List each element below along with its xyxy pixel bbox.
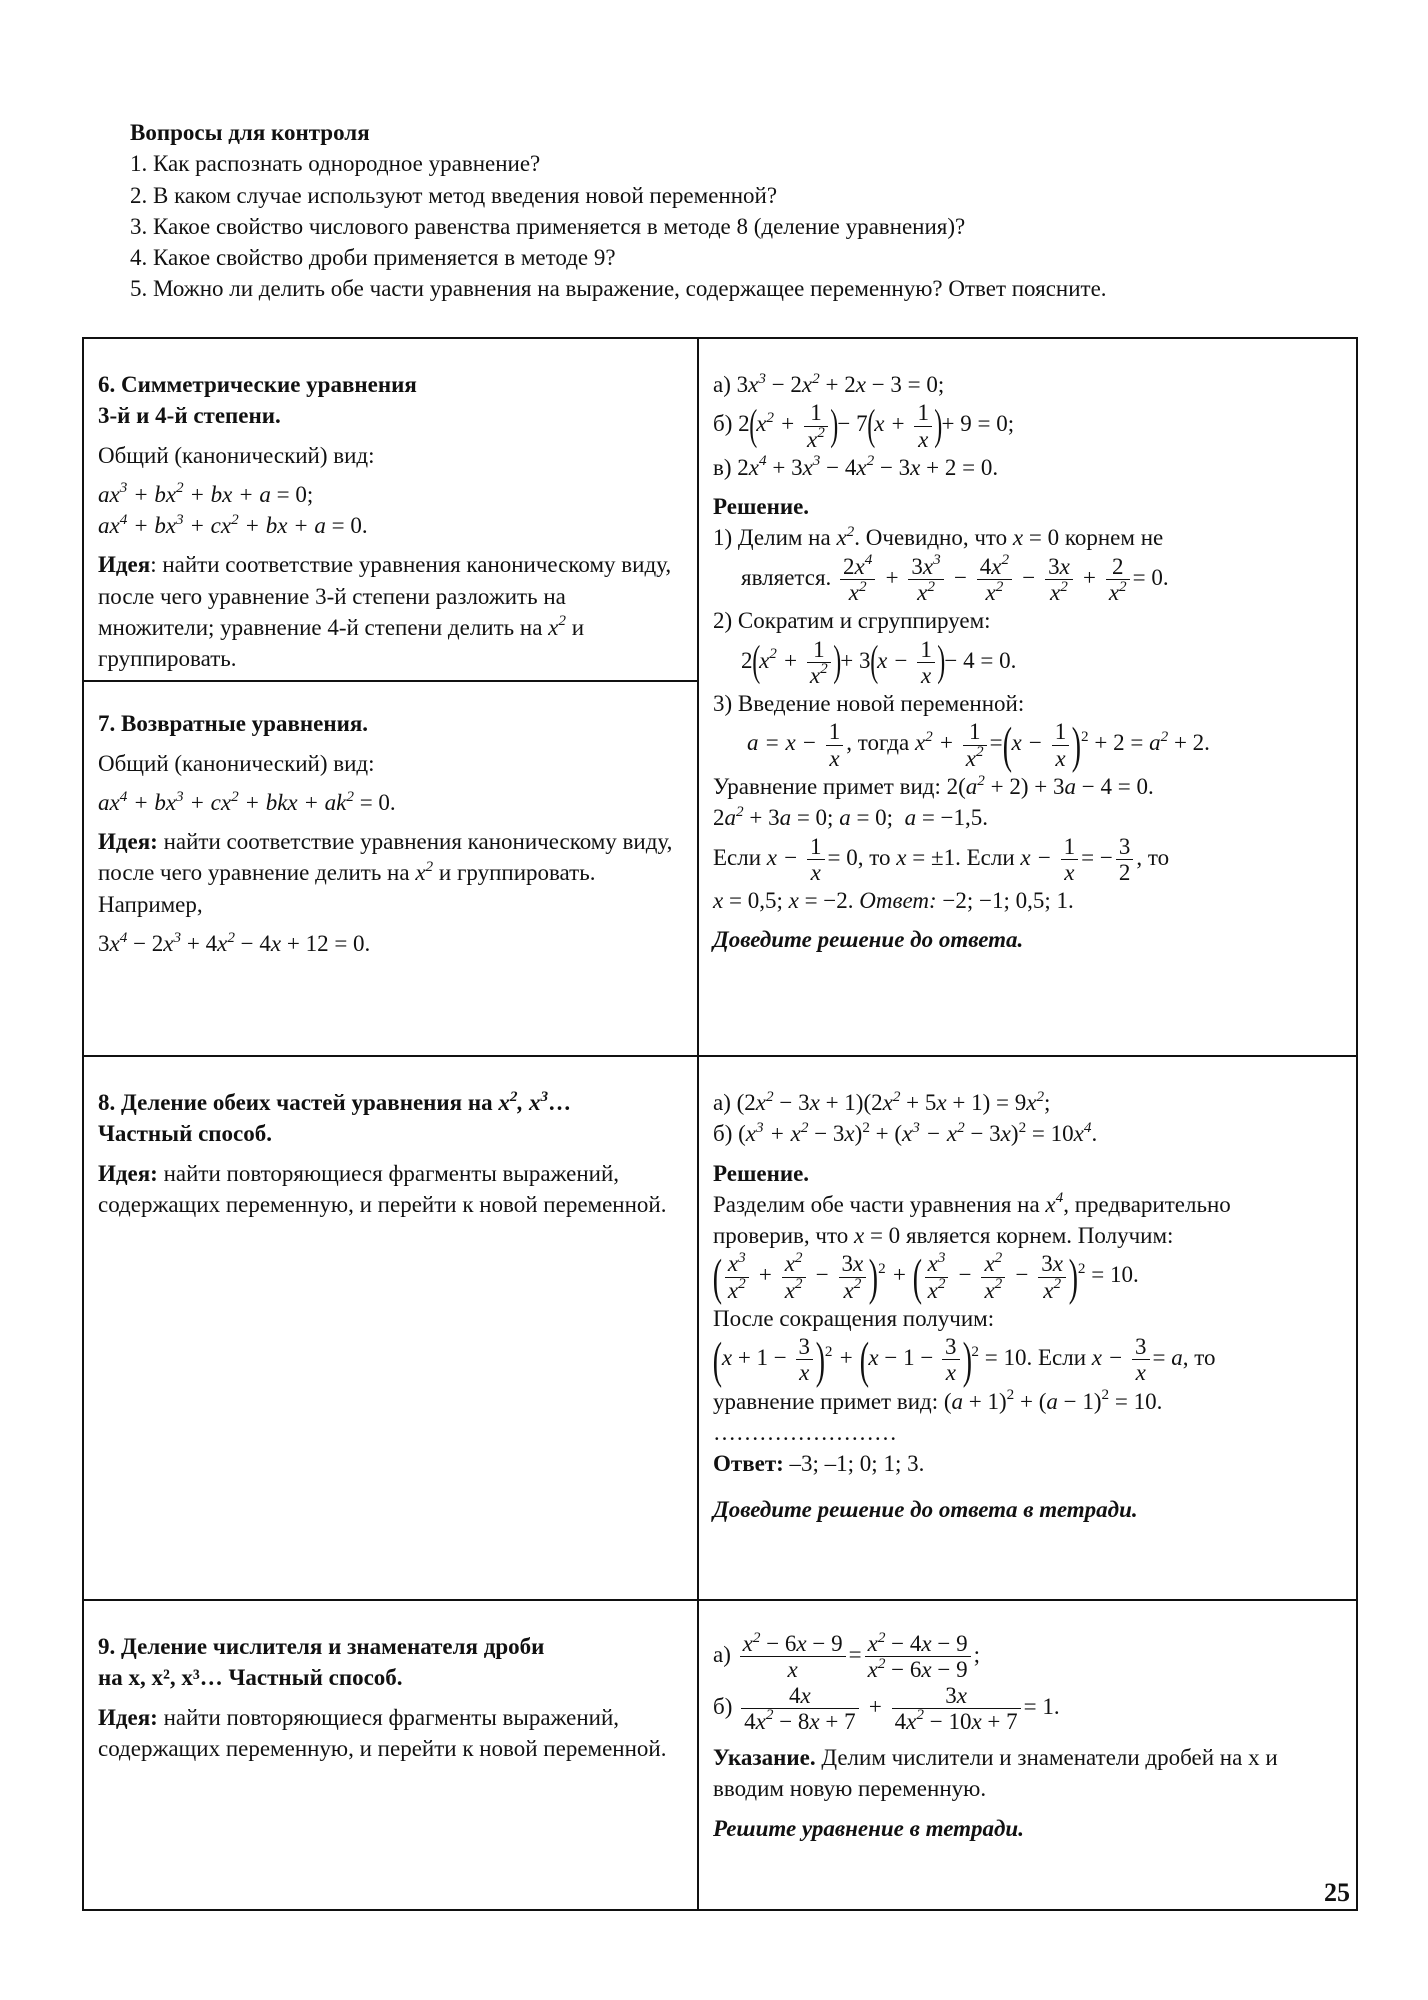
method-9-hint: Указание. Делим числители и знаменатели дробей на x и вводим новую переменную. — [713, 1745, 1278, 1802]
method-8-cell — [83, 1056, 698, 1600]
solution-6-new-equation: Уравнение примет вид: $2(a^2 + 2) + 3a - 4 = 0$. — [713, 771, 1154, 799]
questions-title: Вопросы для контроля — [130, 120, 370, 145]
method-6-canon-label: Общий (канонический) вид: — [98, 442, 375, 468]
method-7 — [84, 680, 697, 959]
solution-8-after: После сокращения получим: — [713, 1305, 995, 1331]
method-7-example: $3x^4 - 2x^3 + 4x^2 - 4x + 12 = 0$. — [98, 928, 371, 956]
question-3: 3. Какое свойство числового равенства применяется в методе 8 (деление уравнения)? — [130, 213, 966, 239]
method-8-title: 8. Деление обеих частей уравнения на $x^2$, $x^3\dots$ Частный способ. — [98, 1087, 572, 1147]
methods-6-7-cell — [83, 338, 698, 1056]
question-1: 1. Как распознать однородное уравнение? — [130, 151, 541, 177]
solution-8-formula-1: ( $\frac{x^3}{x^2}$ + $\frac{x^2}{x^2}$ − $\frac{3x}{x^2}$ )$^2$ + ( $\frac{x^3}{x^2}$ − $\frac{x^2}{x^2}$ − $\frac{3x}{x^2}$ )$^2$ = 10. — [712, 1248, 1139, 1305]
method-6-canon-formula-4: $ax^4 + bx^3 + cx^2$ + bx + a = 0. — [98, 510, 368, 539]
method-6-finish-instruction: Доведите решение до ответа. — [713, 927, 1024, 953]
method-8-idea: Идея: найти повторяющиеся фрагменты выражений, содержащих переменную, и перейти к новой переменной. — [98, 1160, 667, 1217]
method-9-finish-instruction: Решите уравнение в тетради. — [713, 1815, 1024, 1841]
solution-6-cases: Если x − $\frac{1}{x}$ = 0, то x = ±1. Если x − $\frac{1}{x}$ = − $\frac{3}{2}$ , то — [713, 833, 1170, 885]
solution-8-formula-2: (x + 1 − $\frac{3}{x}$ )$^2$ + (x − 1 − $\frac{3}{x}$ )$^2$ = 10. Если x − $\frac{3}{x}$ = a, то — [712, 1331, 1216, 1388]
method-6-solution-cell — [698, 338, 1357, 1056]
method-9-idea: Идея: найти повторяющиеся фрагменты выражений, содержащих переменную, и перейти к новой переменной. — [98, 1704, 667, 1761]
example-6b: б) $2(x^2$ + $\frac{1}{x^2}$ )− 7(x + $\frac{1}{x}$ )+ 9 = 0; — [713, 400, 1015, 452]
method-6-idea: Идея: найти соответствие уравнения каноническому виду, после чего уравнение 3-й степени разложить на множители; уравнение 4-й степени делить на $x^2$ и группировать. — [98, 552, 672, 672]
method-9-title: 9. Деление числителя и знаменателя дроби на x, x², x³… Частный способ. — [98, 1634, 545, 1691]
solution-6-step-1: 1) Делим на $x^2$. Очевидно, что x = 0 корнем не — [713, 522, 1164, 551]
example-8b: б) $(x^3 + x^2 - 3x)^2 + (x^3 - x^2 - 3x)^2 = 10x^4$. — [713, 1118, 1098, 1147]
method-7-idea: Идея: найти соответствие уравнения каноническому виду, после чего уравнение делить на $x^2$ и группировать. Например, — [98, 829, 673, 917]
control-questions — [130, 117, 1310, 305]
method-7-canon-formula: $ax^4 + bx^3 + cx^2$ + bkx + $ak^2 = 0$. — [98, 787, 396, 815]
solution-6-step-2-formula: $2(x^2$ + $\frac{1}{x^2}$ )+ 3(x − $\frac{1}{x}$ )− 4 = 0. — [741, 636, 1017, 688]
method-7-title: 7. Возвратные уравнения. — [98, 711, 369, 737]
solution-6-answer: x = 0,5; x = −2. Ответ: −2; −1; 0,5; 1. — [713, 888, 1074, 914]
method-7-canon-label: Общий (канонический) вид: — [98, 750, 375, 776]
solution-6-step-2: 2) Сократим и сгруппируем: — [713, 608, 991, 634]
solution-6-step-3: 3) Введение новой переменной: — [713, 691, 1025, 717]
solution-8-dots: …………………… — [713, 1420, 897, 1446]
example-6a: а) $3x^3 - 2x^2 + 2x - 3 = 0$; — [713, 369, 945, 397]
method-6-title: 6. Симметрические уравнения 3-й и 4-й степени. — [98, 372, 417, 429]
method-9-solution-cell — [698, 1600, 1357, 1910]
question-4: 4. Какое свойство дроби применяется в методе 9? — [130, 245, 616, 271]
method-9-cell — [83, 1600, 698, 1910]
solution-6-step-1-formula: является. $\frac{2x^4}{x^2}$ + $\frac{3x^3}{x^2}$ − $\frac{4x^2}{x^2}$ − $\frac{3x}{x^2}$ + $\frac{2}{x^2}$ = 0. — [741, 551, 1169, 605]
example-9a: а) $\frac{x^2 - 6x - 9}{x}$ = $\frac{x^2 - 4x - 9}{x^2 - 6x - 9}$ ; — [713, 1628, 980, 1683]
solution-8-new-equation: уравнение примет вид: $(a + 1)^2 + (a - 1)^2 = 10$. — [713, 1386, 1163, 1414]
example-9b: б) $\frac{4x}{4x^2 - 8x + 7}$ + $\frac{3x}{4x^2 - 10x + 7}$ = 1. — [713, 1682, 1060, 1734]
page-number: 25 — [1324, 1878, 1350, 1907]
solution-8-step-1: Разделим обе части уравнения на $x^4$, предварительно — [713, 1189, 1231, 1217]
method-6 — [98, 369, 683, 674]
question-5: 5. Можно ли делить обе части уравнения на выражение, содержащее переменную? Ответ поясните. — [130, 276, 1107, 302]
method-6-canon-formula-3: $ax^3 + bx^2$ + bx + a = 0; — [98, 479, 314, 507]
solution-8-answer: Ответ: –3; –1; 0; 1; 3. — [713, 1451, 925, 1477]
solution-6-step-3-formula: a = x − $\frac{1}{x}$ , тогда $x^2$ + $\frac{1}{x^2}$ =(x − $\frac{1}{x}$ )$^2 + 2 = a^2 + 2$. — [747, 716, 1210, 773]
method-8-solution-cell — [698, 1056, 1357, 1600]
solution-6-roots-a: $2a^2 + 3a = 0$; a = 0; a = −1,5. — [713, 802, 989, 831]
example-8a: а) $(2x^2 - 3x + 1)(2x^2 + 5x + 1) = 9x^2$; — [713, 1087, 1051, 1115]
method-8-finish-instruction: Доведите решение до ответа в тетради. — [713, 1496, 1138, 1522]
example-6v: в) $2x^4 + 3x^3 - 4x^2 - 3x + 2 = 0$. — [713, 452, 999, 480]
question-2: 2. В каком случае используют метод введения новой переменной? — [130, 182, 778, 208]
solution-label-8: Решение. — [713, 1160, 810, 1186]
solution-8-step-1b: проверив, что x = 0 является корнем. Получим: — [713, 1223, 1174, 1249]
methods-table — [82, 337, 1358, 1911]
solution-label-6: Решение. — [713, 494, 810, 520]
